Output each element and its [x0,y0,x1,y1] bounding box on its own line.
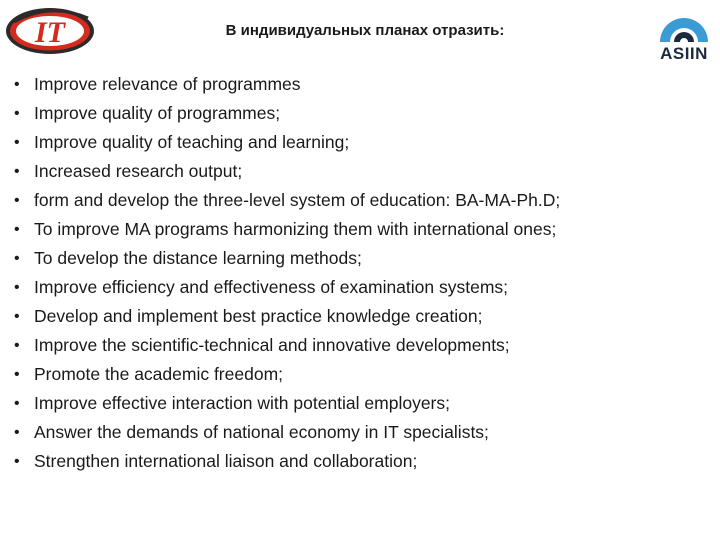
bullet-icon: • [14,395,20,412]
bullet-icon: • [14,105,20,122]
slide-title: В индивидуальных планах отразить: [225,22,505,39]
bullet-icon: • [14,163,20,180]
it-logo-text: IT [35,16,65,49]
bullet-icon: • [14,337,20,354]
it-logo-graphic [4,4,96,56]
bullet-icon: • [14,221,20,238]
list-item-text: form and develop the three-level system of education: BA-MA-Ph.D; [34,190,561,210]
asiin-logo-text: ASIIN [660,44,708,63]
asiin-logo [652,8,716,64]
list-item-text: Improve the scientific-technical and innovative developments; [34,335,510,355]
bullet-icon: • [14,192,20,209]
list-item-text: Improve efficiency and effectiveness of examination systems; [34,277,509,297]
list-item-text: Increased research output; [34,161,243,181]
bullet-icon: • [14,76,20,93]
list-item-text: To improve MA programs harmonizing them with international ones; [34,219,557,239]
bullet-icon: • [14,453,20,470]
it-logo [4,4,96,56]
list-item-text: Improve effective interaction with potential employers; [34,393,450,413]
bullet-icon: • [14,424,20,441]
list-item-text: Improve quality of programmes; [34,103,281,123]
list-item-text: Answer the demands of national economy in IT specialists; [34,422,489,442]
bullet-icon: • [14,366,20,383]
bullet-icon: • [14,134,20,151]
list-item-text: Improve relevance of programmes [34,74,301,94]
bullet-icon: • [14,250,20,267]
asiin-arc-icon [652,8,716,44]
list-item-text: Improve quality of teaching and learning; [34,132,350,152]
list-item-text: Promote the academic freedom; [34,364,284,384]
list-item-text: Strengthen international liaison and collaboration; [34,451,418,471]
list-item-text: Develop and implement best practice knowledge creation; [34,306,483,326]
bullet-icon: • [14,308,20,325]
list-item-text: To develop the distance learning methods; [34,248,362,268]
bullet-icon: • [14,279,20,296]
